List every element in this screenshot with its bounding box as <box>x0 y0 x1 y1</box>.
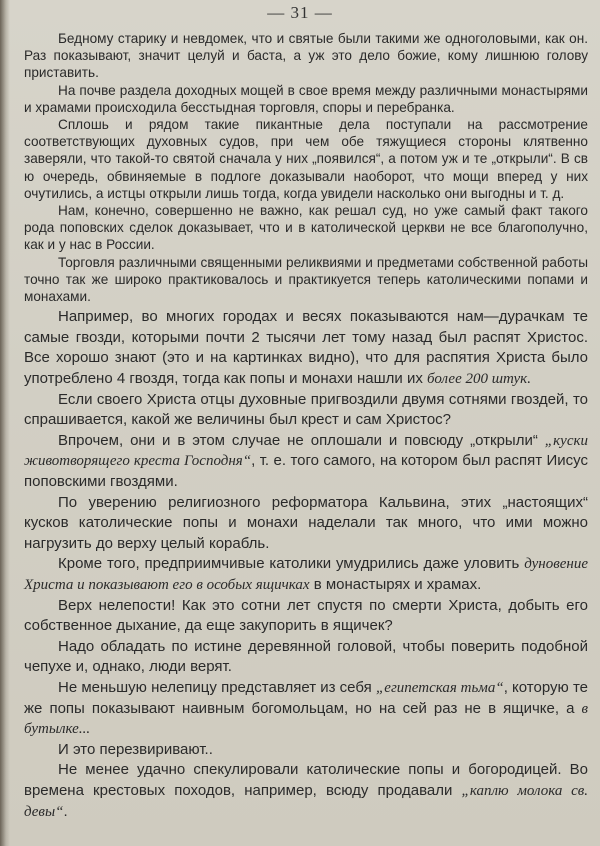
text-run: Впрочем, они и в этом случае не оплошали и повсюду „открыли“ <box>58 431 545 449</box>
paragraph <box>24 596 588 637</box>
paragraph <box>24 678 588 740</box>
paragraph <box>24 82 588 116</box>
text-run: Не меньшую нелепицу представляет из себя <box>58 678 376 696</box>
paragraph <box>24 740 588 761</box>
text-run: На почве раздела доходных мощей в свое время между различными монастырями и храмами происходила бесстыдная торговля, споры и перебранка. <box>24 82 588 115</box>
text-run: Торговля различными священными реликвиями и предметами собственной работы точно так же широко практиковалось и практикуется теперь католическими попами и монахами. <box>24 254 588 305</box>
text-run: . <box>63 802 68 820</box>
italic-text-run: более 200 штук. <box>427 371 531 388</box>
text-run: Кроме того, предприимчивые католики умудрились даже уловить <box>58 555 525 573</box>
page-edge-shadow <box>0 0 10 846</box>
italic-text-run: „египетская тьма“ <box>375 679 504 696</box>
text-run: , т. е. того самого, на котором был распят Иисус поповскими гвоздями. <box>24 452 588 490</box>
paragraph <box>24 254 588 306</box>
italic-text-run: дуновение Христа и показывают его в особых ящичках <box>24 556 588 593</box>
text-run: Например, во многих городах и весях показываются нам—дурачкам те самые гвозди, которыми почти 2 тысячи лет тому назад был распят Христос. Все хорошо знают (это и на картинках видно), что для распятия Христа было употреблено 4 гвоздя, тогда как попы и монахи нашли их <box>24 308 588 388</box>
paragraph <box>24 637 588 678</box>
italic-text-run: в бутылке... <box>24 700 588 738</box>
text-run: Не менее удачно спекулировали католические попы и богородицей. Во времена крестовых походов, например, всюду продавали <box>24 761 588 799</box>
page-number: — 31 — <box>267 3 333 22</box>
paragraph <box>24 307 588 389</box>
text-run: Бедному старику и невдомек, что и святые были такими же одноголовыми, как он. Раз показывают, значит целуй и баста, а уж это дело божие, кому лишнюю голову приставить. <box>24 31 588 81</box>
paragraph <box>24 116 588 202</box>
paragraph <box>24 554 588 595</box>
paragraph <box>24 431 588 493</box>
text-run: Надо обладать по истине деревянной головой, чтобы поверить подобной чепухе и, однако, люди верят. <box>24 637 588 676</box>
paragraph <box>24 493 588 555</box>
paragraph <box>24 202 588 254</box>
paragraph <box>24 390 588 431</box>
text-run: Нам, конечно, совершенно не важно, как решал суд, но уже самый факт такого рода поповских сделок доказывает, что и в католической церкви не все благополучно, как и у нас в России. <box>24 203 588 253</box>
paragraph <box>24 760 588 822</box>
text-run: Если своего Христа отцы духовные пригвоздили двумя сотнями гвоздей, то спрашивается, какой же величины был крест и сам Христос? <box>24 390 588 429</box>
italic-text-run: „куски животворящего креста Господня“ <box>24 432 588 470</box>
italic-text-run: „каплю молока св. девы“ <box>24 782 589 820</box>
paragraph <box>24 30 588 82</box>
text-run: , которую те же попы показывают наивным богомольцам, но на сей раз не в ящичке, а <box>24 678 588 717</box>
text-run: Верх нелепости! Как это сотни лет спустя по смерти Христа, добыть его собственное дыхание, да еще закупорить в ящичек? <box>24 596 588 635</box>
text-run: И это перезвиривают.. <box>58 740 213 758</box>
text-run: По уверению религиозного реформатора Кальвина, этих „настоящих“ кусков католические попы и монахи наделали так много, что ими можно нагрузить до верху целый корабль. <box>24 493 588 552</box>
page-body-text <box>24 30 588 822</box>
text-run: в монастырях и храмах. <box>309 575 482 593</box>
text-run: Сплошь и рядом такие пикантные дела поступали на рассмотрение соответствующих духовных судов, при чем обе тяжущиеся стороны клятвенно заверяли, что такой-то святой сначала у них „появился“, а потом уж и те „открыли“. В св ю очередь, обвиняемые в подлоге доказывали наоборот, что мощи вперед у них очутились, а истцы открыли лишь тогда, когда увидели насколько они выгодны и т. д. <box>24 117 588 201</box>
